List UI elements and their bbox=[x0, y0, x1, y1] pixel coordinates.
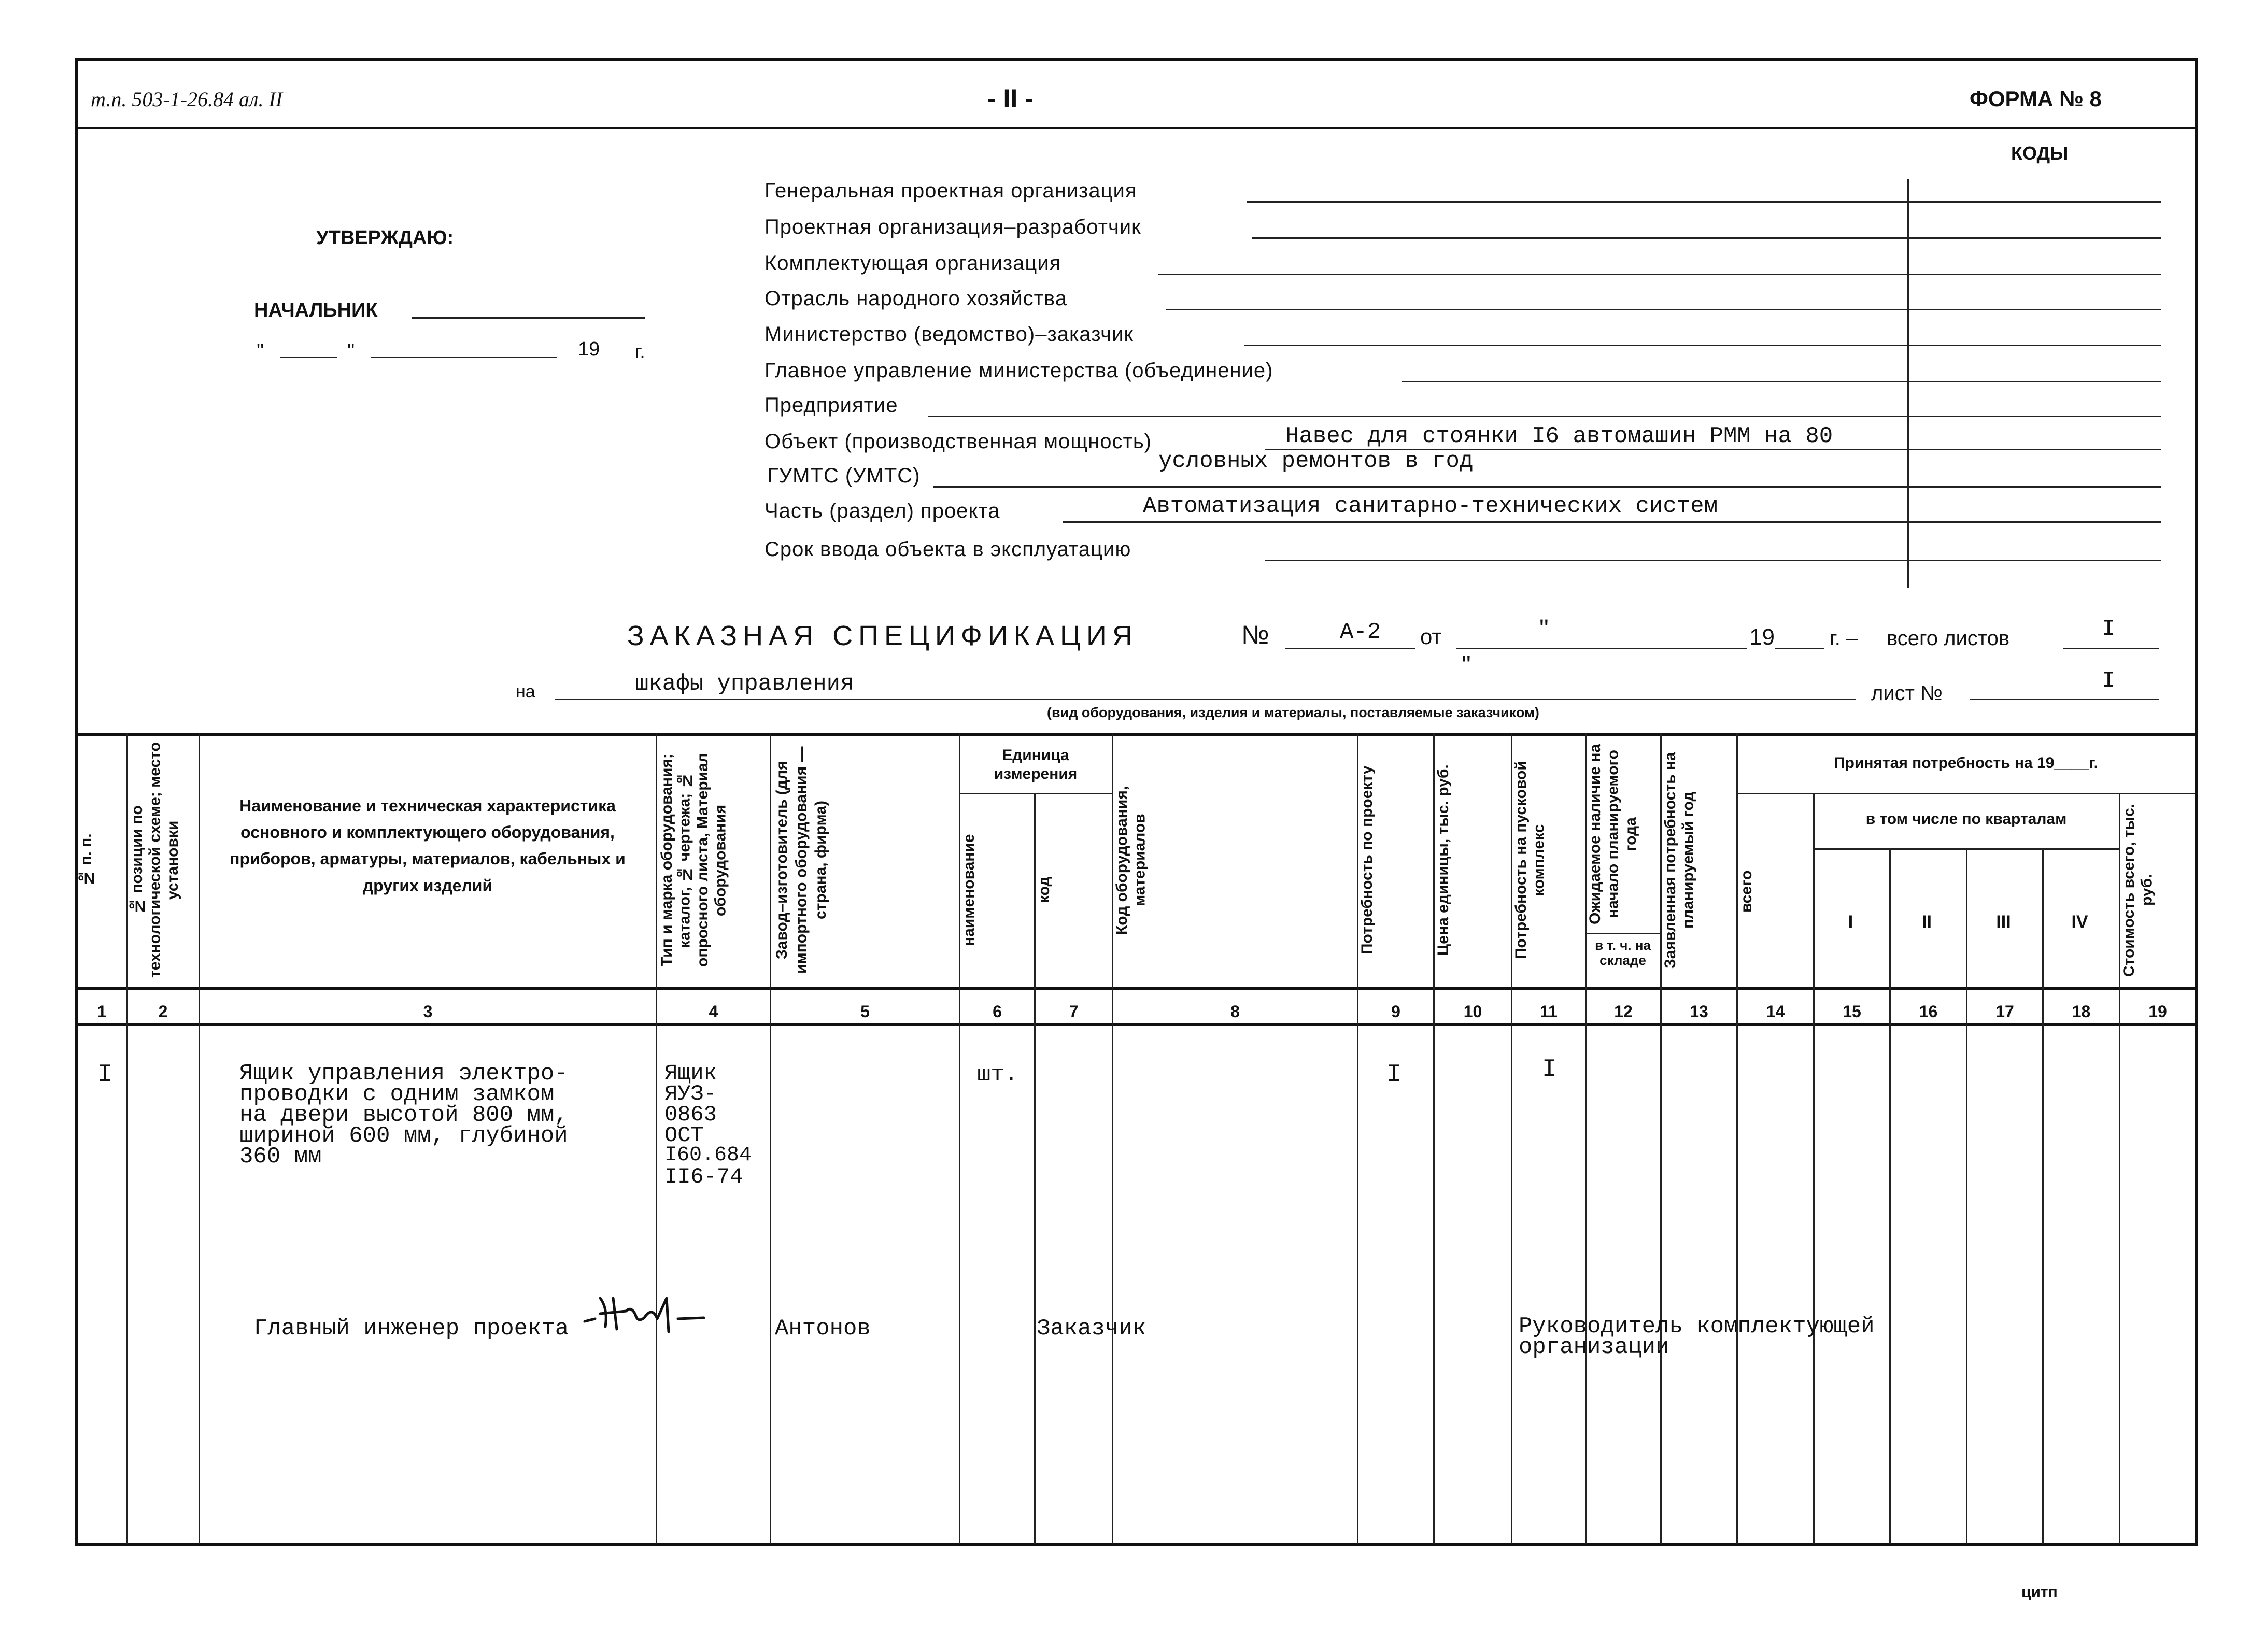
org-field-label: Предприятие bbox=[765, 394, 898, 417]
spec-date-line bbox=[1456, 648, 1747, 649]
org-field-line bbox=[1158, 274, 2161, 275]
col-divider bbox=[1813, 793, 1815, 1544]
row-name-line: на двери высотой 800 мм, bbox=[239, 1102, 568, 1128]
header-expected: Ожидаемое наличие на начало планируемого года bbox=[1587, 744, 1639, 925]
col-number: 1 bbox=[97, 1002, 107, 1021]
col-divider bbox=[1966, 848, 1967, 1544]
table-header-bottom bbox=[75, 987, 2198, 990]
header-total: всего bbox=[1738, 870, 1755, 913]
spec-on-label: на bbox=[516, 682, 535, 702]
date-quote-close: " bbox=[347, 340, 355, 363]
col-divider bbox=[126, 733, 128, 1544]
org-field-label: ГУМТС (УМТС) bbox=[767, 464, 921, 487]
row-type-line: II6-74 bbox=[664, 1164, 743, 1189]
spec-date-quote: " bbox=[1539, 614, 1549, 643]
org-field-label: Генеральная проектная организация bbox=[765, 179, 1137, 202]
header-quarters: в том числе по кварталам bbox=[1865, 810, 2067, 828]
form-label: ФОРМА № 8 bbox=[1970, 87, 2102, 111]
project-part-value: Автоматизация санитарно-технических систем bbox=[1143, 493, 1718, 519]
col-number: 19 bbox=[2148, 1002, 2167, 1021]
col-number: 7 bbox=[1069, 1002, 1079, 1021]
row-type-line: ОСТ bbox=[664, 1123, 704, 1148]
row-type-line: ЯУЗ- bbox=[664, 1081, 717, 1106]
frame-top bbox=[75, 58, 2198, 61]
chief-engineer-label: Главный инженер проекта bbox=[254, 1316, 569, 1342]
document-reference: т.п. 503-1-26.84 ал. II bbox=[91, 88, 283, 111]
sheet-label: лист № bbox=[1871, 682, 1943, 705]
table-top-border bbox=[75, 733, 2198, 736]
col-number: 4 bbox=[709, 1002, 718, 1021]
org-field-label: Отрасль народного хозяйства bbox=[765, 287, 1067, 310]
org-field-line bbox=[1402, 381, 2161, 382]
header-launch-need: Потребность на пусковой комплекс bbox=[1512, 761, 1548, 960]
row-name-line: Ящик управления электро- bbox=[239, 1061, 568, 1087]
sheet-value[interactable]: I bbox=[2102, 668, 2116, 694]
col-number: 11 bbox=[1540, 1002, 1558, 1021]
col-number: 6 bbox=[993, 1002, 1002, 1021]
spec-number-label: № bbox=[1241, 620, 1269, 649]
footer-stamp: цитп bbox=[2021, 1584, 2058, 1601]
table-colnum-bottom bbox=[75, 1023, 2198, 1026]
org-field-line bbox=[1265, 560, 2161, 561]
org-field-label: Комплектующая организация bbox=[765, 252, 1061, 275]
col-divider bbox=[770, 733, 771, 1544]
org-field-line bbox=[928, 416, 2161, 417]
header-unit-name: наименование bbox=[960, 834, 978, 946]
org-field-label: Главное управление министерства (объединение) bbox=[765, 359, 1273, 382]
codes-divider bbox=[1907, 179, 1909, 588]
header-type: Тип и марка оборудования; каталог, № чертежа; № опросного листа, Материал оборудования bbox=[658, 753, 729, 967]
row-type-line: Ящик bbox=[664, 1061, 717, 1086]
row-project-need: I bbox=[1386, 1061, 1402, 1089]
spec-number[interactable]: А-2 bbox=[1340, 619, 1381, 645]
col-number: 14 bbox=[1766, 1002, 1785, 1021]
header-cost: Стоимость всего, тыс. руб. bbox=[2120, 803, 2156, 977]
spec-title: ЗАКАЗНАЯ СПЕЦИФИКАЦИЯ bbox=[627, 620, 1138, 651]
header-divider bbox=[75, 127, 2198, 129]
org-field-label: Министерство (ведомство)–заказчик bbox=[765, 323, 1134, 346]
object-value-line2: условных ремонтов в год bbox=[1158, 448, 1474, 474]
header-quarter-3: III bbox=[1996, 912, 2011, 932]
chief-label: НАЧАЛЬНИК bbox=[254, 300, 378, 321]
head-label: Руководитель комплектующей bbox=[1519, 1314, 1875, 1340]
date-month-line bbox=[371, 357, 557, 358]
header-quarter-4: IV bbox=[2071, 912, 2088, 932]
header-row-number: № п. п. bbox=[78, 833, 95, 887]
row-name-line: шириной 600 мм, глубиной bbox=[239, 1123, 568, 1149]
col-number: 16 bbox=[1919, 1002, 1938, 1021]
col-number: 12 bbox=[1614, 1002, 1633, 1021]
total-sheets-line bbox=[2063, 648, 2159, 649]
page-number: - II - bbox=[987, 84, 1034, 113]
date-day-line bbox=[280, 357, 337, 358]
spec-from-label: от bbox=[1420, 624, 1442, 649]
spec-year-suffix: г. – bbox=[1830, 627, 1858, 650]
row-name-line: 360 мм bbox=[239, 1144, 322, 1170]
header-project-need: Потребность по проекту bbox=[1358, 765, 1376, 955]
header-quarter-2: II bbox=[1922, 912, 1932, 932]
org-field-line bbox=[1265, 449, 2161, 450]
col-divider bbox=[2042, 848, 2044, 1544]
frame-right bbox=[2195, 58, 2198, 1545]
total-sheets-label: всего листов bbox=[1887, 627, 2010, 650]
total-sheets-value[interactable]: I bbox=[2102, 616, 2116, 642]
approval-title: УТВЕРЖДАЮ: bbox=[316, 227, 454, 249]
codes-label: КОДЫ bbox=[2011, 143, 2069, 164]
col-number: 10 bbox=[1463, 1002, 1482, 1021]
org-field-line bbox=[1247, 201, 2161, 203]
row-name-line: проводки с одним замком bbox=[239, 1081, 555, 1107]
col-divider bbox=[199, 733, 200, 1544]
row-type-line: 0863 bbox=[664, 1102, 717, 1127]
col-number: 9 bbox=[1391, 1002, 1400, 1021]
org-field-line bbox=[1252, 237, 2161, 239]
stock-header-divider bbox=[1585, 933, 1660, 934]
org-field-label: Проектная организация–разработчик bbox=[765, 216, 1141, 238]
spec-year-line bbox=[1775, 648, 1824, 649]
org-field-label: Срок ввода объекта в эксплуатацию bbox=[765, 538, 1131, 561]
row-number: I bbox=[97, 1061, 112, 1089]
header-unit-code: код bbox=[1036, 876, 1053, 904]
sheet-line bbox=[1970, 699, 2159, 700]
spec-number-line bbox=[1285, 648, 1415, 649]
object-value: Навес для стоянки I6 автомашин РММ на 80 bbox=[1285, 423, 1833, 449]
header-accepted: Принятая потребность на 19____г. bbox=[1834, 754, 2098, 772]
date-suffix: г. bbox=[635, 341, 645, 363]
chief-engineer-name: Антонов bbox=[775, 1316, 871, 1342]
spec-on-line bbox=[555, 699, 1856, 700]
col-number: 8 bbox=[1230, 1002, 1240, 1021]
org-field-label: Объект (производственная мощность) bbox=[765, 430, 1152, 453]
row-unit: шт. bbox=[977, 1062, 1018, 1088]
row-launch-need: I bbox=[1542, 1056, 1557, 1084]
org-field-line bbox=[1063, 521, 2161, 523]
col-number: 13 bbox=[1690, 1002, 1708, 1021]
header-equipment-code: Код оборудования, материалов bbox=[1113, 786, 1149, 935]
col-number: 2 bbox=[158, 1002, 168, 1021]
customer-label: Заказчик bbox=[1037, 1316, 1146, 1342]
org-field-label: Часть (раздел) проекта bbox=[765, 500, 1000, 522]
header-manufacturer: Завод–изготовитель (для импортного оборудования —страна, фирма) bbox=[773, 746, 829, 974]
header-position: № позиции по технологической схеме; место установки bbox=[129, 742, 181, 978]
col-divider bbox=[656, 733, 657, 1544]
spec-year: 19 bbox=[1749, 624, 1775, 650]
head-label-line2: организации bbox=[1519, 1334, 1669, 1360]
header-name: Наименование и техническая характеристика основного и комплектующего оборудования, приборов, арматуры, материалов, кабельных и других изделий bbox=[230, 796, 626, 895]
header-stock: в т. ч. на складе bbox=[1595, 937, 1651, 968]
date-quote-open: " bbox=[257, 340, 264, 363]
chief-signature-line bbox=[412, 317, 645, 319]
header-declared: Заявленная потребность на планируемый год bbox=[1662, 752, 1697, 969]
col-number: 15 bbox=[1843, 1002, 1861, 1021]
spec-on-value[interactable]: шкафы управления bbox=[635, 671, 854, 697]
accepted-header-divider bbox=[1736, 793, 2195, 794]
col-number: 3 bbox=[423, 1002, 433, 1021]
header-unit: Единица измерения bbox=[994, 747, 1078, 782]
spec-date-quote-close: " bbox=[1462, 650, 1471, 679]
spec-caption: (вид оборудования, изделия и материалы, поставляемые заказчиком) bbox=[1047, 705, 1539, 720]
date-year: 19 bbox=[578, 338, 600, 360]
row-type-line: I60.684 bbox=[664, 1144, 752, 1167]
col-number: 17 bbox=[1995, 1002, 2014, 1021]
col-divider bbox=[1889, 848, 1891, 1544]
org-field-line bbox=[1166, 309, 2161, 310]
header-quarter-1: I bbox=[1848, 912, 1853, 932]
header-unit-price: Цена единицы, тыс. руб. bbox=[1435, 764, 1452, 956]
col-number: 5 bbox=[860, 1002, 870, 1021]
frame-bottom bbox=[75, 1543, 2198, 1546]
org-field-line bbox=[1244, 345, 2161, 346]
col-number: 18 bbox=[2072, 1002, 2091, 1021]
org-field-line bbox=[933, 486, 2161, 488]
handwritten-signature bbox=[579, 1283, 735, 1345]
